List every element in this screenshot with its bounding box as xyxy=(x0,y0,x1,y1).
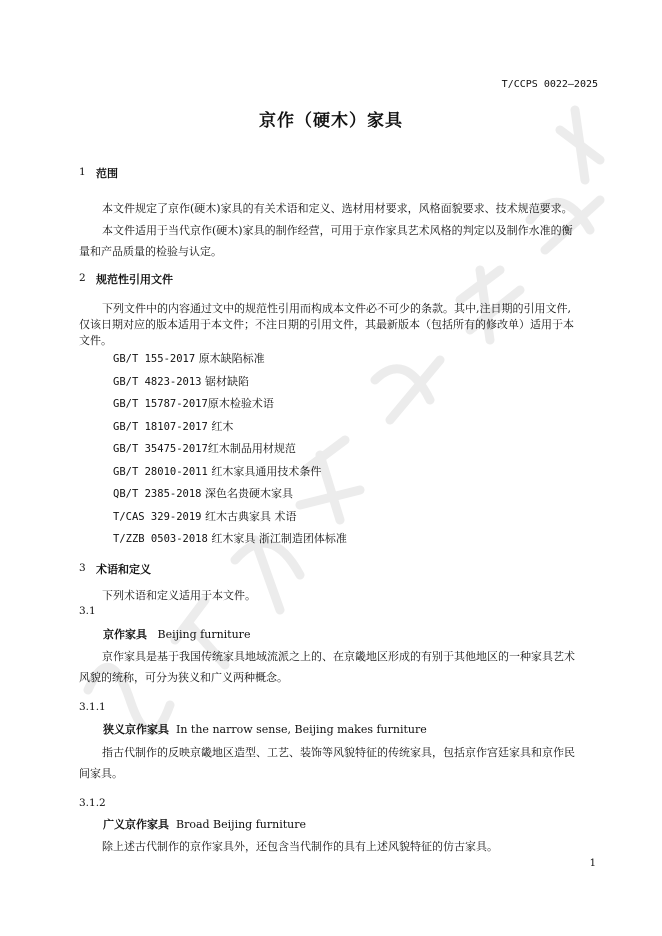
section-2-paragraph: 文件。 xyxy=(79,334,112,347)
reference-code: GB/T 18107-2017 xyxy=(113,421,208,433)
section-1-paragraph: 本文件规定了京作(硬木)家具的有关术语和定义、选材用材要求，风格面貌要求、技术规范要求。 xyxy=(102,202,573,215)
term-name-zh: 狭义京作家具 xyxy=(103,723,169,736)
term-number: 3.1.2 xyxy=(79,797,106,809)
reference-code: QB/T 2385-2018 xyxy=(113,488,202,500)
reference-item xyxy=(113,530,347,546)
reference-code: GB/T 15787-2017 xyxy=(113,398,208,410)
reference-name: 深色名贵硬木家具 xyxy=(205,487,294,500)
reference-item xyxy=(113,418,233,434)
reference-item xyxy=(113,440,296,456)
section-2-paragraph: 仅该日期对应的版本适用于本文件；不注日期的引用文件，其最新版本（包括所有的修改单）适用于本 xyxy=(79,318,574,331)
reference-code: T/ZZB 0503-2018 xyxy=(113,533,208,545)
reference-name: 锯材缺陷 xyxy=(205,375,250,388)
term-heading xyxy=(103,816,306,832)
section-1-title: 范围 xyxy=(96,167,118,180)
reference-item xyxy=(113,485,293,501)
section-3-number: 3 xyxy=(79,562,86,574)
reference-item xyxy=(113,350,265,366)
reference-code: GB/T 35475-2017 xyxy=(113,443,208,455)
section-3-paragraph: 下列术语和定义适用于本文件。 xyxy=(102,589,256,602)
term-name-en: In the narrow sense, Beijing makes furniture xyxy=(176,723,427,736)
reference-item xyxy=(113,508,297,524)
reference-code: GB/T 4823-2013 xyxy=(113,376,202,388)
term-definition: 京作家具是基于我国传统家具地域流派之上的、在京畿地区形成的有别于其他地区的一种家具艺术 xyxy=(102,650,575,663)
term-heading xyxy=(103,626,250,642)
reference-name: 原木检验术语 xyxy=(207,397,274,410)
term-heading xyxy=(103,721,427,737)
term-definition: 指古代制作的反映京畿地区造型、工艺、装饰等风貌特征的传统家具，包括京作宫廷家具和京作民 xyxy=(102,746,575,759)
reference-item xyxy=(113,373,249,389)
term-definition: 间家具。 xyxy=(79,767,123,780)
document-title: 京作（硬木）家具 xyxy=(259,111,403,131)
term-number: 3.1 xyxy=(79,605,96,617)
term-definition: 除上述古代制作的京作家具外，还包含当代制作的具有上述风貌特征的仿古家具。 xyxy=(102,840,498,853)
reference-item xyxy=(113,395,274,411)
section-2-paragraph: 下列文件中的内容通过文中的规范性引用而构成本文件必不可少的条款。其中,注日期的引用文件, xyxy=(102,302,571,315)
section-1-paragraph: 本文件适用于当代京作(硬木)家具的制作经营，可用于京作家具艺术风格的判定以及制作水准的衡 xyxy=(102,224,573,237)
term-name-zh: 京作家具 xyxy=(103,628,147,641)
reference-name: 红木古典家具 术语 xyxy=(205,510,297,523)
page-number: 1 xyxy=(589,858,596,869)
reference-code: GB/T 155-2017 xyxy=(113,353,196,365)
section-3-title: 术语和定义 xyxy=(96,563,151,576)
term-definition: 风貌的统称，可分为狭义和广义两种概念。 xyxy=(79,671,288,684)
section-2-title: 规范性引用文件 xyxy=(96,273,173,286)
term-name-en: Broad Beijing furniture xyxy=(176,818,307,831)
reference-code: T/CAS 329-2019 xyxy=(113,511,202,523)
reference-item xyxy=(113,463,321,479)
section-1-number: 1 xyxy=(79,166,86,178)
term-name-zh: 广义京作家具 xyxy=(103,818,169,831)
reference-name: 红木家具 浙江制造团体标准 xyxy=(211,532,347,545)
term-name-en: Beijing furniture xyxy=(157,628,251,641)
section-1-paragraph: 量和产品质量的检验与认定。 xyxy=(79,245,222,258)
term-number: 3.1.1 xyxy=(79,701,106,713)
document-id: T/CCPS 0022—2025 xyxy=(501,79,598,90)
reference-name: 原木缺陷标准 xyxy=(198,352,265,365)
reference-name: 红木 xyxy=(211,420,234,433)
section-2-number: 2 xyxy=(79,272,86,284)
reference-name: 红木制品用材规范 xyxy=(207,442,296,455)
reference-name: 红木家具通用技术条件 xyxy=(211,465,322,478)
reference-code: GB/T 28010-2011 xyxy=(113,466,208,478)
